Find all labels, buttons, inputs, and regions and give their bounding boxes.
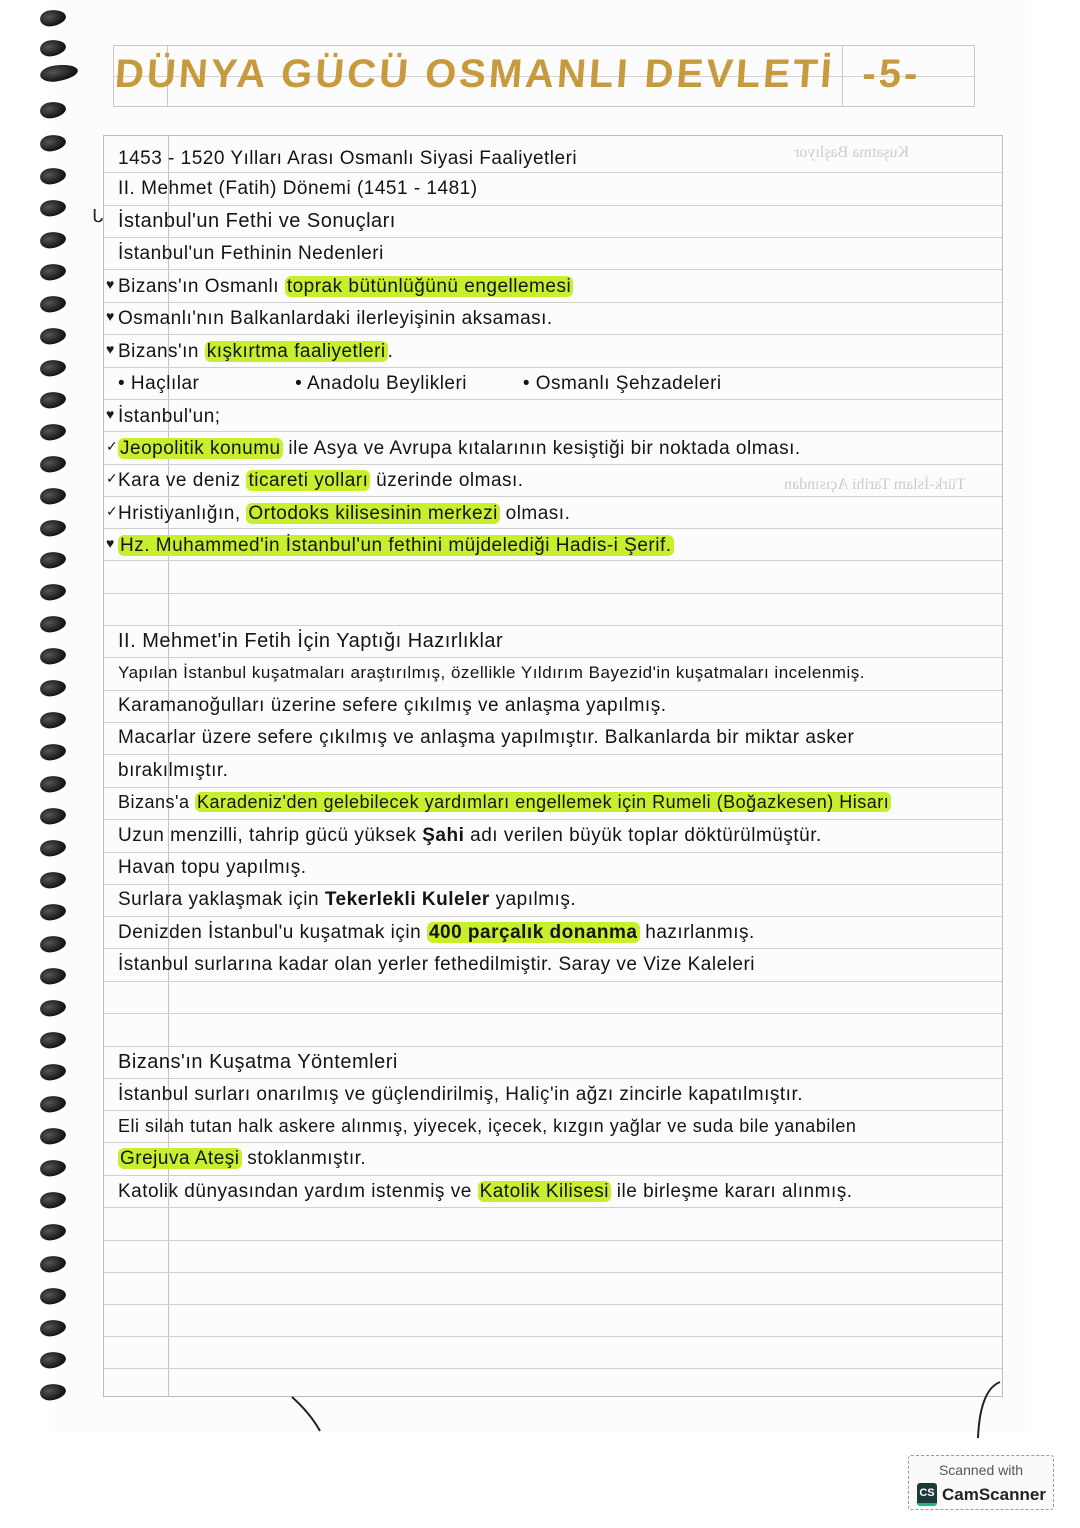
paragraph-line: Bizans'a Karadeniz'den gelebilecek yardımları engellemek için Rumeli (Boğazkesen) Hisarı [118,792,890,812]
paragraph-line: Macarlar üzere sefere çıkılmış ve anlaşma yapılmıştır. Balkanlarda bir miktar asker [118,727,855,748]
section-heading: Bizans'ın Kuşatma Yöntemleri [118,1051,398,1073]
paragraph-line: Yapılan İstanbul kuşatmaları araştırılmış, özellikle Yıldırım Bayezid'in kuşatmaları incelenmiş. [118,663,865,682]
paragraph-line: Karamanoğulları üzerine sefere çıkılmış ve anlaşma yapılmış. [118,695,667,716]
paragraph-line: bırakılmıştır. [118,760,229,781]
bleed-through-text: Kuşatma Başlıyor [794,144,910,161]
bleed-through-text: Türk-İslam Tarihi Açısından [784,476,966,493]
heading-reign: II. Mehmet (Fatih) Dönemi (1451 - 1481) [118,178,478,199]
camscanner-logo-icon: CS [917,1483,937,1506]
list-item: ♥ Bizans'ın kışkırtma faaliyetleri . [106,341,394,362]
notes-area [92,135,1003,1397]
paragraph-line: İstanbul surlarına kadar olan yerler fethedilmiştir. Saray ve Vize Kaleleri [118,954,755,975]
pen-mark [290,1395,330,1435]
paragraph-line: Surlara yaklaşmak için Tekerlekli Kuleler yapılmış. [118,889,577,910]
heading-reasons: İstanbul'un Fethinin Nedenleri [118,243,384,264]
pen-mark [970,1380,1010,1440]
paragraph-line: Havan topu yapılmış. [118,857,307,878]
list-item: ✓ Hristiyanlığın, Ortodoks kilisesinin merkezi olması. [106,503,571,524]
heart-bullet-icon: ♥ [106,276,115,292]
highlight: Grejuva Ateşi [120,1148,240,1169]
list-item: ✓ Kara ve deniz ticareti yolları üzerinde olması. [106,470,524,491]
spiral-binding [40,10,80,1430]
heading-conquest: İstanbul'un Fethi ve Sonuçları [118,210,396,232]
sub-list: • Haçlılar • Anadolu Beylikleri • Osmanlı Şehzadeleri [118,373,722,394]
page-number: -5- [861,52,922,96]
paragraph-line: Eli silah tutan halk askere alınmış, yiyecek, içecek, kızgın yağlar ve suda bile yanabilen [118,1116,857,1136]
watermark-caption: Scanned with [938,1462,1024,1478]
check-icon: ✓ [106,470,119,486]
highlight: kışkırtma faaliyetleri [206,341,386,362]
heart-bullet-icon: ♥ [106,341,115,357]
paragraph-line: Katolik dünyasından yardım istenmiş ve Katolik Kilisesi ile birleşme kararı alınmış. [118,1181,853,1202]
heading-period: 1453 - 1520 Yılları Arası Osmanlı Siyasi Faaliyetleri [118,148,578,169]
margin-mark: ᒐ [92,206,104,227]
list-item: ♥ Bizans'ın Osmanlı toprak bütünlüğünü engellemesi [106,276,572,297]
list-item: ♥ İstanbul'un; [106,406,221,427]
heart-bullet-icon: ♥ [106,308,115,324]
list-item: ♥ Hz. Muhammed'in İstanbul'un fethini müjdelediği Hadis-i Şerif. [106,535,672,556]
heart-bullet-icon: ♥ [106,406,115,422]
paragraph-line: Grejuva Ateşi stoklanmıştır. [120,1148,367,1169]
heart-bullet-icon: ♥ [106,535,115,551]
list-item: ✓ Jeopolitik konumu ile Asya ve Avrupa kıtalarının kesiştiği bir noktada olması. [106,438,801,459]
list-item: ♥ Osmanlı'nın Balkanlardaki ilerleyişinin aksaması. [106,308,553,329]
camscanner-watermark [908,1455,1054,1510]
highlight: Katolik Kilisesi [479,1181,609,1202]
check-icon: ✓ [106,438,119,454]
title-text: DÜNYA GÜCÜ OSMANLI DEVLETİ [113,52,837,96]
page-title [113,52,922,97]
paragraph-line: İstanbul surları onarılmış ve güçlendirilmiş, Haliç'in ağzı zincirle kapatılmıştır. [118,1084,804,1105]
highlight: toprak bütünlüğünü engellemesi [286,276,572,297]
highlight: 400 parçalık donanma [428,922,638,943]
section-heading: II. Mehmet'in Fetih İçin Yaptığı Hazırlıklar [118,630,504,652]
check-icon: ✓ [106,503,119,519]
highlight: Karadeniz'den gelebilecek yardımları engellemek için Rumeli (Boğazkesen) Hisarı [196,792,890,812]
paragraph-line: Uzun menzilli, tahrip gücü yüksek Şahi adı verilen büyük toplar döktürülmüştür. [118,825,822,846]
paragraph-line: Denizden İstanbul'u kuşatmak için 400 parçalık donanma hazırlanmış. [118,922,755,943]
watermark-brand: CamScanner [942,1484,1046,1504]
